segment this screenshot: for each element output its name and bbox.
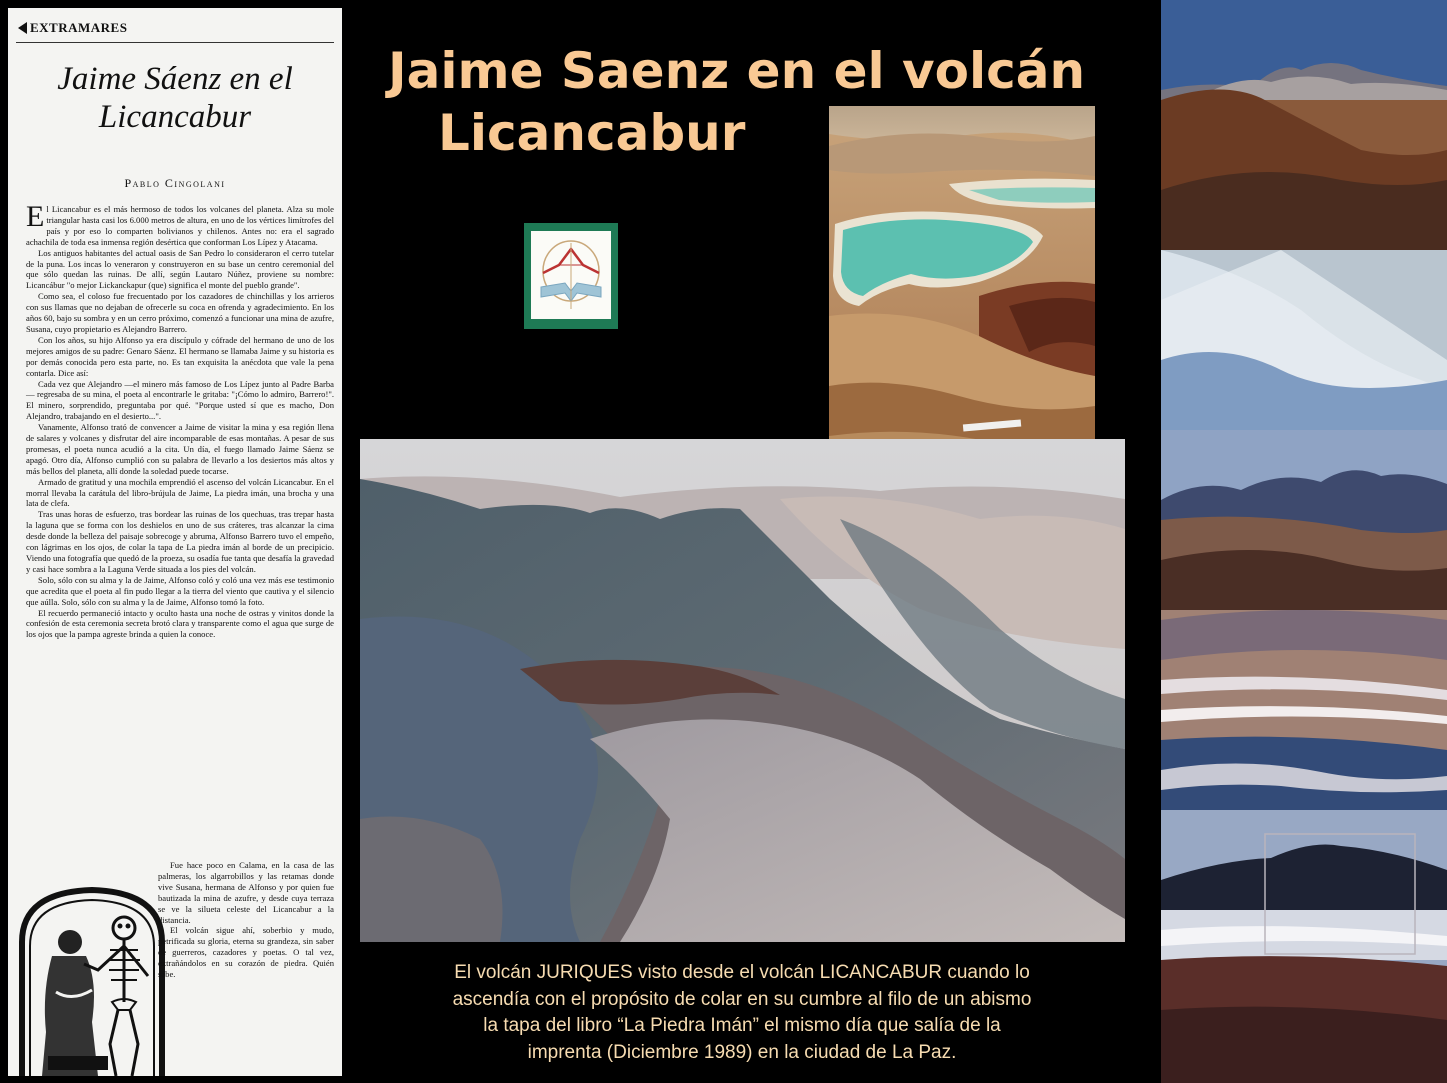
- article-paragraph: Solo, sólo con su alma y la de Jaime, Alfonso coló y coló una vez más ese testimonio que acredita que el poeta al fin pudo llegar a la tierra del viento que cautiva y el silencio que aúlla. Solo, sólo con su alma y la de Jaime, Alfonso tomó la foto.: [26, 574, 334, 607]
- caption-line: imprenta (Diciembre 1989) en la ciudad de La Paz.: [527, 1041, 957, 1063]
- divider: [16, 42, 334, 43]
- caption-line: ascendía con el propósito de colar en su cumbre al filo de un abismo: [452, 988, 1032, 1010]
- photo-caption: [362, 960, 1122, 1066]
- headline-line-1: Jaime Sáenz en el: [57, 61, 293, 97]
- article-paragraph: El Licancabur es el más hermoso de todos los volcanes del planeta. Alza su mole triangular hasta casi los 6.000 metros de altura, en uno de los vértices limítrofes del país y por eso lo comparten bolivianos y chilenos. Antes no: era el sagrado achachila de toda esa inmensa región desértica que conforman Los Lípez y Atacama.: [26, 200, 334, 247]
- book-cover-logo: [524, 223, 618, 329]
- article-headline: [28, 60, 322, 136]
- compass-emblem-icon: [531, 231, 611, 319]
- article-paragraph: Con los años, su hijo Alfonso ya era discípulo y cófrade del hermano de uno de los mejores amigos de su padre: Genaro Sáenz. El hermano se llamaba Jaime y su historia es por demás conocida pero esta parte, no. Es tan exquisita la anécdota que vale la pena contarla. Dice así:: [26, 334, 334, 378]
- caption-line: la tapa del libro “La Piedra Imán” el mismo día que salía de la: [483, 1015, 1001, 1036]
- title-line-2: Licancabur: [438, 104, 746, 162]
- article-paragraph: Cada vez que Alejandro —el minero más famoso de Los Lípez junto al Padre Barba— regresaba de su mina, el poeta al encontrarle le gritaba: "¡Cómo lo admiro, Barrero!". El minero, sorprendido, preguntaba por qué. "Porque usted sí que es macho, Don Alejandro, trabajando en el desierto...".: [26, 378, 334, 422]
- section-arrow-icon: [18, 22, 27, 34]
- drop-cap: E: [26, 200, 45, 233]
- article-paragraph: Armado de gratitud y una mochila emprendió el ascenso del volcán Licancabur. En el morral llevaba la carátula del libro-brújula de Jaime, La piedra imán, una brocha y una lata de clefa.: [26, 476, 334, 509]
- newspaper-clipping: [8, 8, 342, 1076]
- volcano-photo-strip: [1161, 0, 1447, 1083]
- article-paragraph: El volcán sigue ahí, soberbio y mudo, petrificada su gloria, eterna su grandeza, sin saber de guerreros, cazadores y poetas. O tal vez, extrañándolos en su corazón de piedra. Quién sabe.: [158, 925, 334, 980]
- article-paragraph: Fue hace poco en Calama, en la casa de las palmeras, los algarrobillos y las retamas donde vive Susana, hermana de Alfonso y por quien fue bautizada la mina de azufre, y desde cuya terraza se ve la silueta celeste del Licancabur a la distancia.: [158, 860, 334, 925]
- headline-line-2: Licancabur: [98, 99, 252, 135]
- article-body: [26, 200, 334, 640]
- article-paragraph: Los antiguos habitantes del actual oasis de San Pedro lo consideraron el cerro tutelar de la puna. Los incas lo veneraron y construyeron en su base un centro ceremonial del que sólo quedan las ruinas. De allí, según Lautaro Núñez, proviene su nombre: Licancábur "o mejor Lickanckapur (que) significa el monte del pueblo grande".: [26, 247, 334, 291]
- article-paragraph: El recuerdo permaneció intacto y oculto hasta una noche de ostras y vinitos donde la confesión de esta ceremonia secreta brotó clara y transparente como el agua que surge de los ojos que la pampa agreste brinda a quien la conoce.: [26, 607, 334, 640]
- caption-line: El volcán JURIQUES visto desde el volcán LICANCABUR cuando lo: [454, 962, 1030, 983]
- article-paragraph: Vanamente, Alfonso trató de convencer a Jaime de visitar la mina y esa región llena de salares y volcanes y disfrutar del aire incomparable de esas montañas. A pesar de sus promesas, el poeta nunca acudió a la cita. Un día, el fuego llamado Jaime Sáenz se apagó. Otro día, Alfonso cumplió con su palabra de llevarlo a los desiertos más altos y más bellos del planeta, allí donde la soledad puede tocarse.: [26, 422, 334, 476]
- article-paragraph: Tras unas horas de esfuerzo, tras bordear las ruinas de los quechuas, tras trepar hasta la laguna que se forma con los deshielos en uno de sus cráteres, tras alcanzar la cima desde donde la belleza del paisaje sobrecoge y abruma, Alfonso Barrero tuvo el empeño, con lágrimas en los ojos, de colar la tapa de La piedra imán al borde de un precipicio. Viendo una fotografía que quedó de la proeza, su osadía fue tanta que desafía la gravedad y casi hace sombra a la Laguna Verde situada a los pies del volcán.: [26, 509, 334, 574]
- juriques-volcano-photo: [360, 439, 1125, 942]
- title-line-1: Jaime Saenz en el volcán: [388, 42, 1086, 100]
- article-byline: Pablo Cingolani: [124, 176, 226, 190]
- laguna-verde-photo: [829, 106, 1095, 484]
- skeleton-engraving-illustration: [12, 872, 172, 1076]
- article-paragraph: Como sea, el coloso fue frecuentado por los cazadores de chinchillas y los arrieros con sus llamas que no dejaban de ofrecerle su coca en ofrenda y agradecimiento. En los años 60, bajo su sombra y en un cerro próximo, comenzó a funcionar una mina de azufre, Susana, cuyo propietario es Alejandro Barrero.: [26, 291, 334, 334]
- article-closing: [158, 860, 334, 980]
- section-label: EXTRAMARES: [30, 20, 128, 35]
